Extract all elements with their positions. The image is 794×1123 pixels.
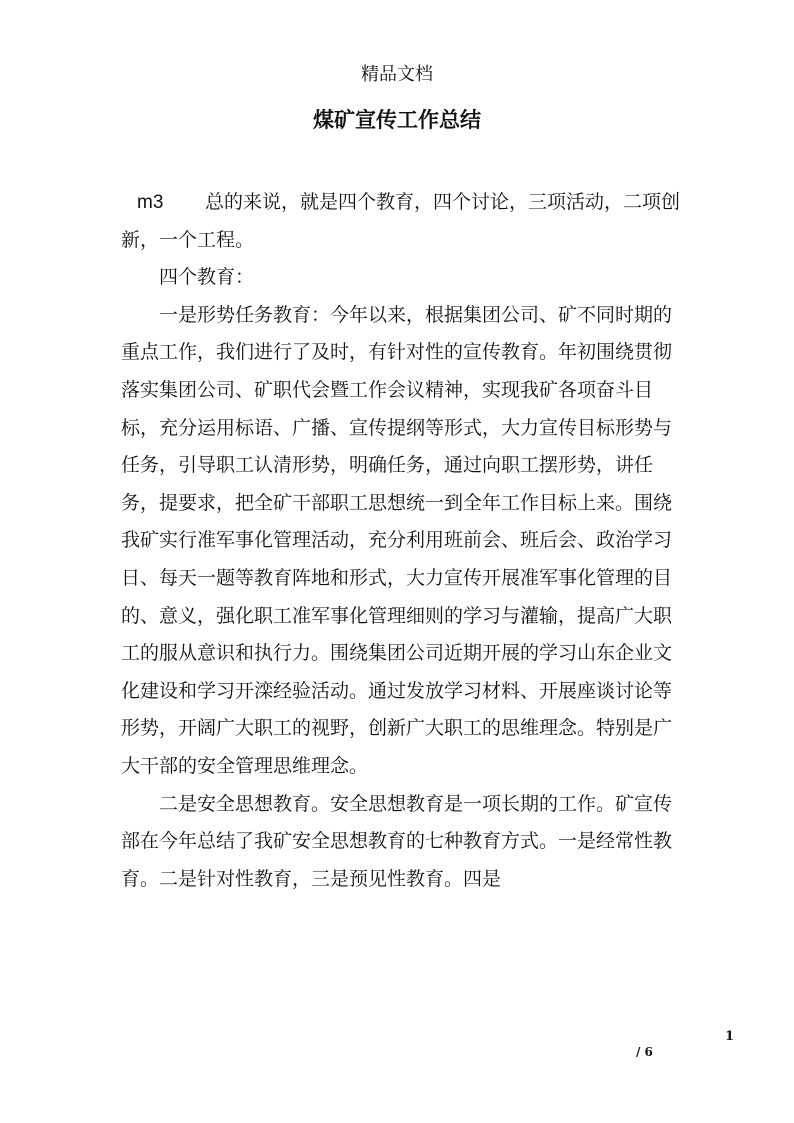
paragraph-intro bbox=[121, 184, 681, 259]
document-body bbox=[121, 184, 681, 898]
lead-code: m3 bbox=[137, 192, 164, 213]
page-number: 1 bbox=[725, 1029, 735, 1044]
paragraph-text: 总的来说，就是四个教育，四个讨论，三项活动，二项创新，一个工程。 bbox=[121, 191, 681, 251]
document-title: 煤矿宣传工作总结 bbox=[313, 107, 481, 132]
paragraph: 二是安全思想教育。安全思想教育是一项长期的工作。矿宣传部在今年总结了我矿安全思想教育的七种教育方式。一是经常性教育。二是针对性教育，三是预见性教育。四是 bbox=[121, 792, 673, 890]
paragraph: 一是形势任务教育：今年以来，根据集团公司、矿不同时期的重点工作，我们进行了及时，有针对性的宣传教育。年初围绕贯彻落实集团公司、矿职代会暨工作会议精神，实现我矿各项奋斗目标，充分运用标语、广播、宣传提纲等形式，大力宣传目标形势与任务，引导职工认清形势，明确任务，通过向职工摆形势，讲任务，提要求，把全矿干部职工思想统一到全年工作目标上来。围绕我矿实行准军事化管理活动，充分利用班前会、班后会、政治学习日、每天一题等教育阵地和形式，大力宣传开展准军事化管理的目的、意义，强化职工准军事化管理细则的学习与灌输，提高广大职工的服从意识和执行力。围绕集团公司近期开展的学习山东企业文化建设和学习开滦经验活动。通过发放学习材料、开展座谈讨论等形势，开阔广大职工的视野，创新广大职工的思维理念。特别是广大干部的安全管理思维理念。 bbox=[121, 303, 673, 777]
page-total: / 6 bbox=[636, 1045, 653, 1059]
page-header: 精品文档 bbox=[361, 64, 433, 85]
paragraph: 四个教育： bbox=[159, 266, 255, 289]
